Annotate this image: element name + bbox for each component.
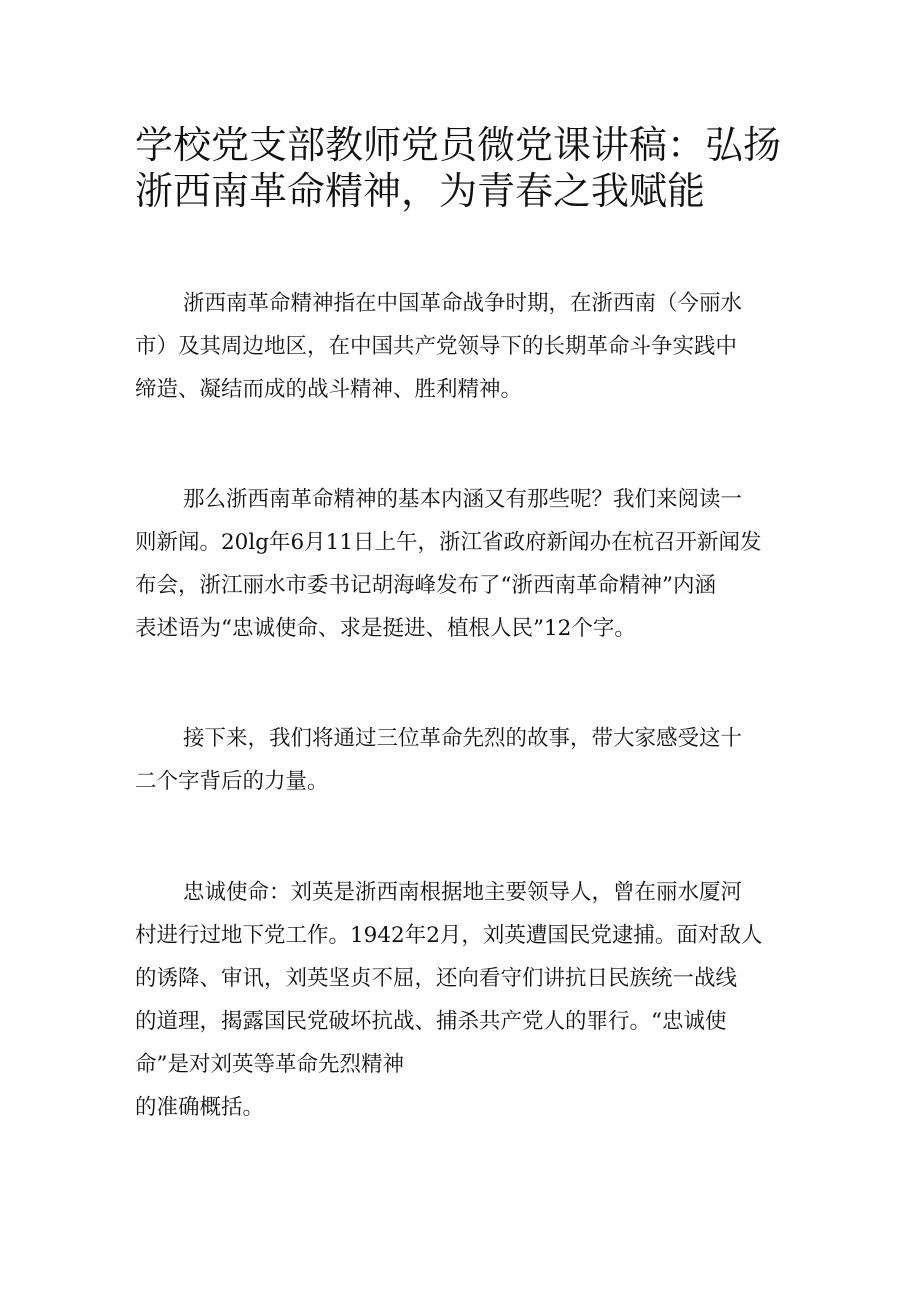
paragraph-line: 缔造、凝结而成的战斗精神、胜利精神。: [135, 377, 523, 402]
document-title: [135, 122, 805, 214]
title-line: 浙西南革命精神，为青春之我赋能: [135, 169, 706, 213]
paragraph-line: 浙西南革命精神指在中国革命战争时期，在浙西南（今丽水: [183, 291, 743, 316]
title-line: 学校党支部教师党员微党课讲稿：弘扬: [135, 123, 782, 167]
paragraph-news: [135, 478, 785, 650]
paragraph-line: 布会，浙江丽水市委书记胡海峰发布了“浙西南革命精神”内涵: [135, 573, 716, 598]
paragraph-line: 二个字背后的力量。: [135, 769, 329, 794]
paragraph-line: 那么浙西南革命精神的基本内涵又有那些呢？我们来阅读一: [183, 487, 743, 512]
paragraph-line: 的准确概括。: [135, 1095, 265, 1120]
paragraph-line: 表述语为“忠诚使命、求是挺进、植根人民”12个字。: [135, 616, 636, 641]
paragraph-intro: [135, 717, 785, 803]
paragraph-definition: [135, 282, 785, 411]
paragraph-line: 忠诚使命：刘英是浙西南根据地主要领导人，曾在丽水厦河: [183, 880, 743, 905]
paragraph-line: 则新闻。20lg年6月11日上午，浙江省政府新闻办在杭召开新闻发: [135, 530, 762, 555]
paragraph-line: 市）及其周边地区，在中国共产党领导下的长期革命斗争实践中: [135, 334, 738, 359]
paragraph-line: 的诱降、审讯，刘英坚贞不屈，还向看守们讲抗日民族统一战线: [135, 966, 738, 991]
paragraph-line: 命”是对刘英等革命先烈精神: [135, 1052, 404, 1077]
paragraph-line: 的道理，揭露国民党破坏抗战、捕杀共产党人的罪行。“忠诚使: [135, 1009, 727, 1034]
paragraph-line: 村进行过地下党工作。1942年2月，刘英遭国民党逮捕。面对敌人: [135, 923, 763, 948]
paragraph-line: 接下来，我们将通过三位革命先烈的故事，带大家感受这十: [183, 726, 743, 751]
paragraph-loyalty-mission: [135, 871, 785, 1129]
